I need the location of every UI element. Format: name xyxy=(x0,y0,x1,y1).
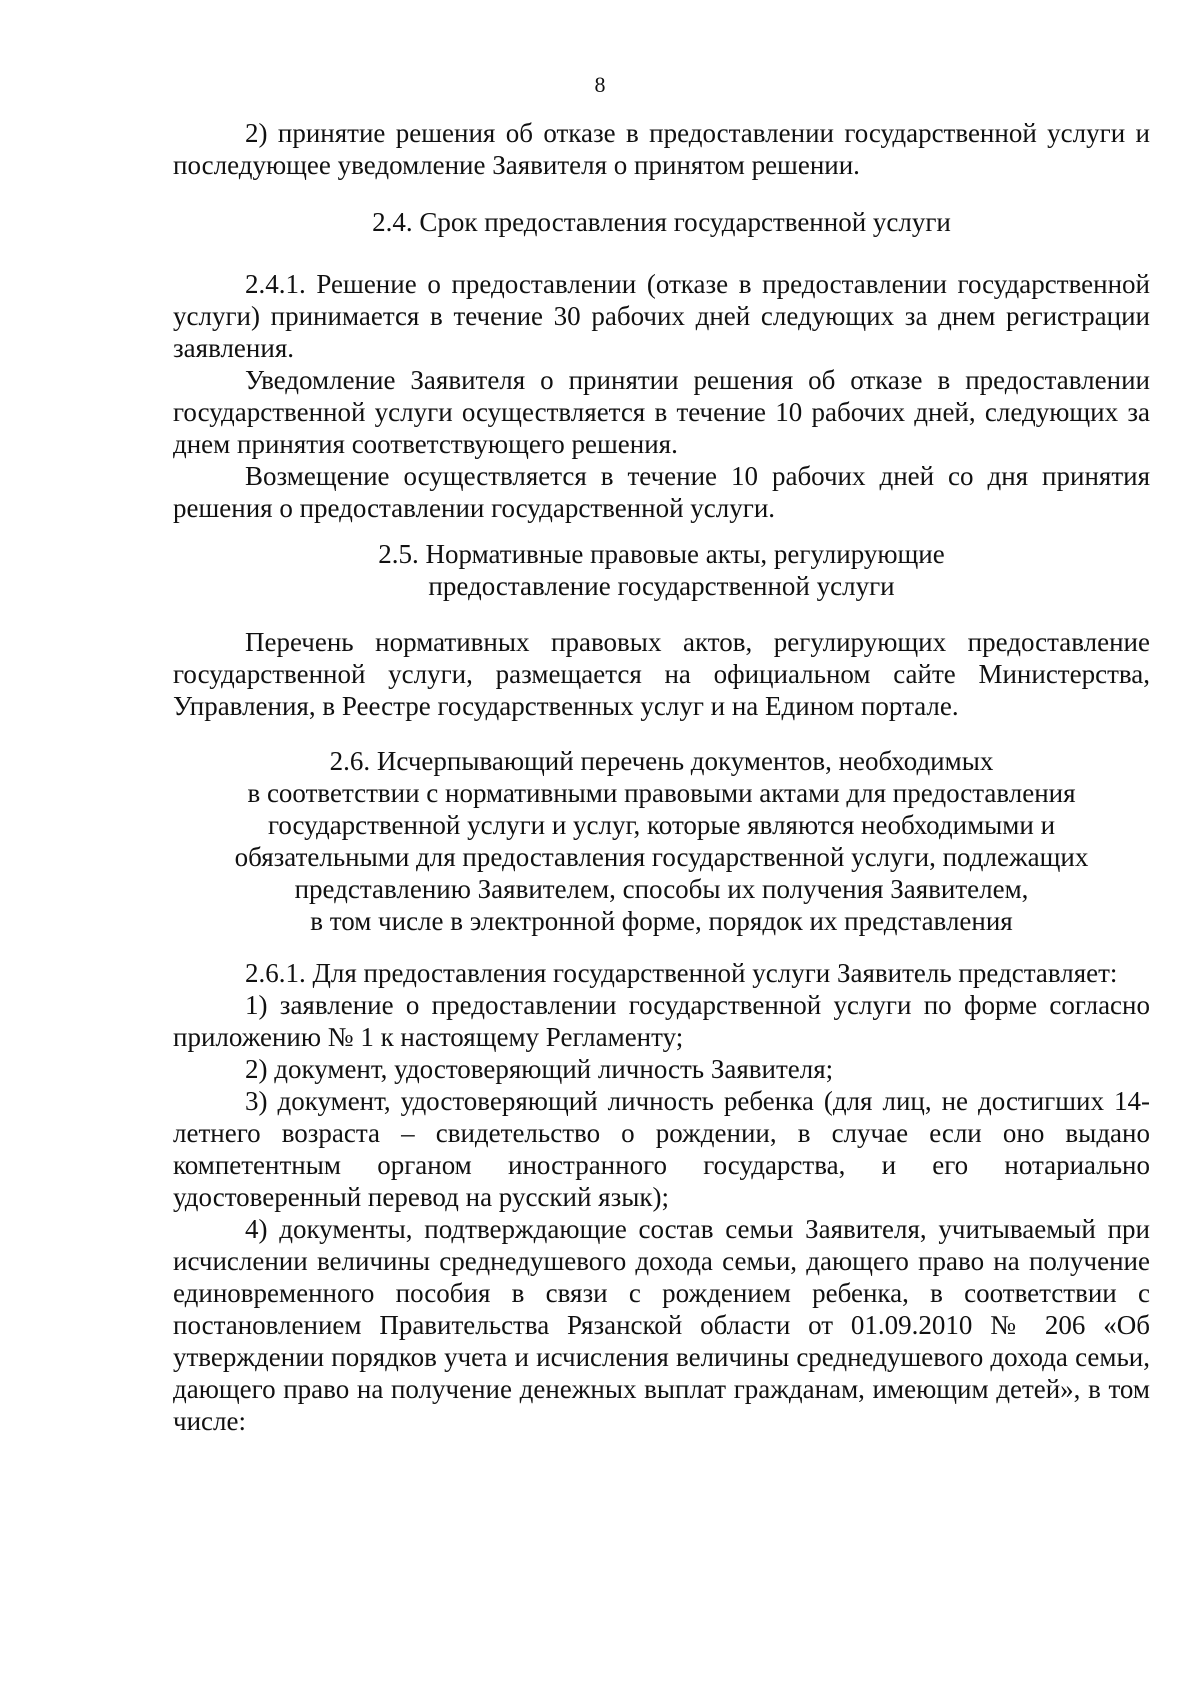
section-2-6-heading-line: в том числе в электронной форме, порядок их представления xyxy=(310,906,1013,936)
list-item: 2) документ, удостоверяющий личность Заявителя; xyxy=(245,1054,834,1084)
section-2-6-heading-line: в соответствии с нормативными правовыми актами для предоставления xyxy=(247,778,1076,808)
section-2-5-body xyxy=(173,626,1150,722)
page-number: 8 xyxy=(594,72,606,97)
para-refund: Возмещение осуществляется в течение 10 рабочих дней со дня принятия решения о предоставлении государственной услуги. xyxy=(173,461,1150,523)
section-2-6-heading-line: обязательными для предоставления государственной услуги, подлежащих xyxy=(234,842,1089,872)
section-2-4-heading-block xyxy=(173,206,1150,238)
para-2-4-1: 2.4.1. Решение о предоставлении (отказе в предоставлении государственной услуги) принимается в течение 30 рабочих дней следующих за днем регистрации заявления. xyxy=(173,269,1150,363)
section-2-6-heading-line: государственной услуги и услуг, которые являются необходимыми и xyxy=(267,810,1056,840)
section-2-4-body xyxy=(173,268,1150,524)
list-item: 3) документ, удостоверяющий личность ребенка (для лиц, не достигших 14-летнего возраста – свидетельство о рождении, в случае если оно выдано компетентным органом иностранного государства, и его нотариально удостоверенный перевод на русский язык); xyxy=(173,1086,1150,1212)
item-2-block xyxy=(173,117,1150,181)
item-2-text: 2) принятие решения об отказе в предоставлении государственной услуги и последующее уведомление Заявителя о принятом решении. xyxy=(173,118,1150,180)
list-item: 4) документы, подтверждающие состав семьи Заявителя, учитываемый при исчислении величины среднедушевого дохода семьи, дающего право на получение единовременного пособия в связи с рождением ребенка, в соответствии с постановлением Правительства Рязанской области от 01.09.2010 № 206 «Об утверждении порядков учета и исчисления величины среднедушевого дохода семьи, дающего право на получение денежных выплат гражданам, имеющим детей», в том числе: xyxy=(173,1214,1150,1436)
section-2-6-heading-block xyxy=(173,745,1150,937)
section-2-5-heading-line-2: предоставление государственной услуги xyxy=(428,571,895,601)
section-2-6-body xyxy=(173,957,1150,1437)
para-notice: Уведомление Заявителя о принятии решения об отказе в предоставлении государственной услуги осуществляется в течение 10 рабочих дней, следующих за днем принятия соответствующего решения. xyxy=(173,365,1150,459)
section-2-5-heading-line-1: 2.5. Нормативные правовые акты, регулирующие xyxy=(378,539,945,569)
list-item: 1) заявление о предоставлении государственной услуги по форме согласно приложению № 1 к настоящему Регламенту; xyxy=(173,990,1150,1052)
section-2-6-heading-line: представлению Заявителем, способы их получения Заявителем, xyxy=(294,874,1029,904)
section-2-5-heading-block xyxy=(173,538,1150,602)
para-2-6-1: 2.6.1. Для предоставления государственной услуги Заявитель представляет: xyxy=(245,958,1118,988)
para-2-5: Перечень нормативных правовых актов, регулирующих предоставление государственной услуги, размещается на официальном сайте Министерства, Управления, в Реестре государственных услуг и на Едином портале. xyxy=(173,627,1150,721)
section-2-6-heading-line: 2.6. Исчерпывающий перечень документов, необходимых xyxy=(329,746,994,776)
section-2-4-heading: 2.4. Срок предоставления государственной услуги xyxy=(372,207,951,237)
